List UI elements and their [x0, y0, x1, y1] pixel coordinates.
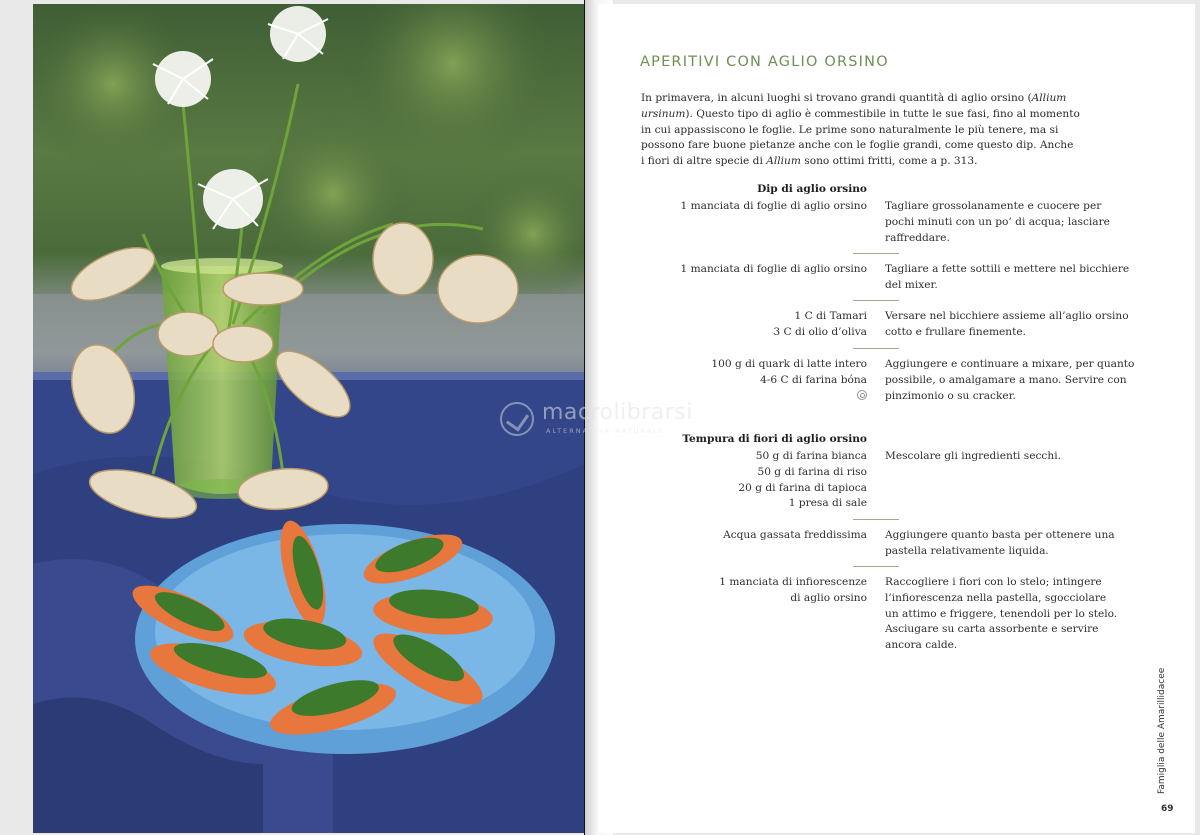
- intro-line: in cui appassiscono le foglie. Le prime sono naturalmente le più tenere, ma si: [641, 123, 1059, 136]
- snail-icon: [857, 390, 867, 400]
- instruction-line: Raccogliere i fiori con lo stelo; intingere: [885, 576, 1102, 588]
- recipe-title: Tempura di fiori di aglio orsino: [682, 433, 867, 445]
- step-instruction: [885, 528, 1125, 560]
- recipe-page: [598, 4, 1195, 833]
- page-title: APERITIVI CON AGLIO ORSINO: [640, 54, 889, 70]
- step-instruction: [885, 357, 1135, 404]
- step-instruction: [885, 309, 1129, 341]
- scientific-name: ursinum: [641, 107, 686, 120]
- instruction-line: possibile, o amalgamare a mano. Servire con: [885, 373, 1127, 386]
- instruction-line: un attimo e friggere, tenendoli per lo stelo.: [885, 607, 1118, 620]
- step-instruction: [885, 575, 1125, 654]
- instruction-line: l’infiorescenza nella pastella, sgocciolare: [885, 591, 1107, 604]
- instruction-line: Versare nel bicchiere assieme all’aglio orsino: [885, 310, 1129, 322]
- ingredient: 50 g di farina di riso: [757, 465, 867, 478]
- scientific-name: Allium: [766, 155, 801, 168]
- step-instruction: [885, 199, 1125, 246]
- ingredient: 50 g di farina bianca: [755, 450, 867, 462]
- ingredient: 3 C di olio d’oliva: [773, 325, 867, 338]
- running-head-text: Famiglia delle Amarillidacee: [1157, 667, 1167, 794]
- watermark-name: macrolibrarsi: [542, 400, 693, 425]
- step-instruction: [885, 449, 1125, 465]
- intro-paragraph: [641, 91, 1080, 170]
- ingredient: 1 manciata di foglie di aglio orsino: [680, 263, 867, 275]
- instruction-line: Aggiungere quanto basta per ottenere una: [885, 529, 1115, 541]
- step-ingredients: [738, 449, 867, 512]
- ingredient: 1 presa di sale: [788, 497, 867, 510]
- instruction-line: Tagliare grossolanamente e cuocere per: [885, 200, 1102, 212]
- intro-line: i fiori di altre specie di Allium sono ottimi fritti, come a p. 313.: [641, 155, 978, 168]
- ingredient-with-icon: [711, 373, 867, 405]
- intro-line: In primavera, in alcuni luoghi si trovano grandi quantità di aglio orsino (Allium: [641, 92, 1067, 104]
- step-ingredients: [680, 262, 867, 278]
- ingredient: 1 manciata di infiorescenze: [719, 576, 867, 588]
- ingredient: 4-6 C di farina bóna: [760, 373, 867, 386]
- ingredient: di aglio orsino: [790, 591, 867, 604]
- ingredient: 100 g di quark di latte intero: [711, 358, 867, 370]
- step-divider: [853, 348, 899, 349]
- instruction-line: raffreddare.: [885, 231, 950, 244]
- step-divider: [853, 253, 899, 254]
- recipe-title: Dip di aglio orsino: [757, 183, 867, 195]
- scientific-name: Allium: [1031, 92, 1067, 104]
- instruction-line: ancora calde.: [885, 639, 958, 652]
- instruction-line: del mixer.: [885, 278, 938, 291]
- intro-line: possono fare buone pietanze anche con le foglie grandi, come questo dip. Anche: [641, 139, 1074, 152]
- instruction-line: Mescolare gli ingredienti secchi.: [885, 450, 1061, 462]
- step-divider: [853, 566, 899, 567]
- page-number: 69: [1161, 804, 1174, 814]
- photo-illustration: [33, 4, 585, 833]
- food-photograph: [33, 4, 585, 833]
- step-ingredients: [719, 575, 867, 607]
- step-ingredients: [773, 309, 867, 341]
- step-instruction: [885, 262, 1130, 294]
- ingredient: 1 manciata di foglie di aglio orsino: [680, 200, 867, 212]
- step-divider: [853, 519, 899, 520]
- instruction-line: Aggiungere e continuare a mixare, per quanto: [885, 358, 1135, 370]
- watermark-tagline: ALTERNATIVA NATURALE: [546, 427, 665, 435]
- step-divider: [853, 300, 899, 301]
- running-head: [1153, 667, 1173, 796]
- instruction-line: Asciugare su carta assorbente e servire: [885, 623, 1099, 636]
- instruction-line: pastella relativamente liquida.: [885, 544, 1049, 557]
- step-ingredients: [680, 199, 867, 215]
- step-ingredients: [723, 528, 867, 544]
- instruction-line: Tagliare a fette sottili e mettere nel bicchiere: [885, 263, 1130, 275]
- ingredient: 1 C di Tamari: [794, 310, 867, 322]
- instruction-line: pinzimonio o su cracker.: [885, 389, 1016, 402]
- ingredient: 20 g di farina di tapioca: [738, 481, 867, 494]
- instruction-line: cotto e frullare finemente.: [885, 325, 1026, 338]
- ingredient: Acqua gassata freddissima: [723, 529, 867, 541]
- step-ingredients: [711, 357, 867, 404]
- instruction-line: pochi minuti con un po’ di acqua; lasciare: [885, 215, 1110, 228]
- intro-line: ursinum). Questo tipo di aglio è commestibile in tutte le sue fasi, fino al momento: [641, 107, 1080, 120]
